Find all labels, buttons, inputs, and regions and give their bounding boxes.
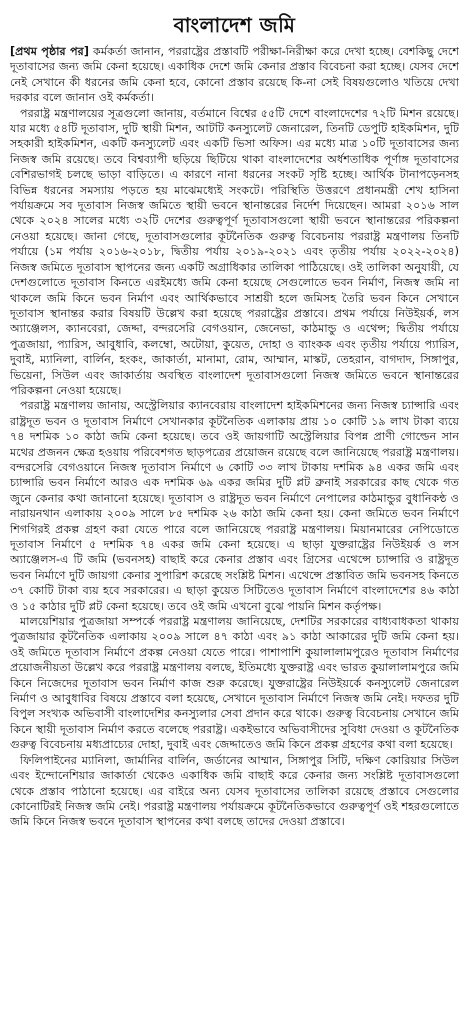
article-headline: বাংলাদেশ জমি [173, 13, 296, 37]
continuation-tag: [প্রথম পৃষ্ঠার পর] [10, 45, 89, 58]
article-paragraph-2: পররাষ্ট্র মন্ত্রণালয়ের সূত্রগুলো জানায়, বর্তমানে বিশ্বের ৫৫টি দেশে বাংলাদেশের ৭২টি মিশন রয়েছে। যার মধ্যে ৫৪টি দূতাবাস, দুটি স্থায়ী মিশন, আটটি কনস্যুলেট জেনারেল, তিনটি ডেপুটি হাইকমিশন, দুটি সহকারী হাইকমিশন, একটি কনস্যুলেট এবং একটি ভিসা অফিস। এর মধ্যে মাত্র ১০টি দূতাবাসের জন্য নিজস্ব জমি রয়েছে। তবে বিশ্বব্যাপী ছড়িয়ে ছিটিয়ে থাকা বাংলাদেশের অর্ধশতাধিক পূর্ণাঙ্গ দূতাবাসের বেশিরভাগই চলছে ভাড়া বাড়িতে। এ কারণে নানা ধরনের সংকট সৃষ্টি হচ্ছে। আর্থিক টানাপড়েনসহ বিভিন্ন ধরনের সমস্যায় পড়তে হয় মাঝেমধ্যেই সংকটে। পরিস্থিতি উত্তরণে প্রধানমন্ত্রী শেখ হাসিনা পর্যায়ক্রমে সব দূতাবাস নিজস্ব জমিতে স্থায়ী ভবনে স্থানান্তরের নির্দেশ দিয়েছেন। আমরা ২০১৬ সাল থেকে ২০২৪ সালের মধ্যে ৩২টি দেশের গুরুত্বপূর্ণ দূতাবাসগুলো স্থায়ী ভবনে স্থানান্তরের পরিকল্পনা নেওয়া হয়েছে। জানা গেছে, দূতাবাসগুলোর কূটনৈতিক গুরুত্ব বিবেচনায় পররাষ্ট্র মন্ত্রণালয় তিনটি পর্যায়ে (১ম পর্যায় ২০১৬-২০১৮, দ্বিতীয় পর্যায় ২০১৯-২০২১ এবং তৃতীয় পর্যায় ২০২২-২০২৪) নিজস্ব জমিতে দূতাবাস স্থাপনের জন্য একটি অগ্রাধিকার তালিকা পাঠিয়েছে। ওই তালিকা অনুযায়ী, যে দেশগুলোতে দূতাবাস কিনতে এরইমধ্যে জমি কেনা হয়েছে সেগুলোতে ভবন নির্মাণ, নিজস্ব জমি না থাকলে জমি কিনে ভবন নির্মাণ এবং আর্থিকভাবে সাশ্রয়ী হলে জমিসহ তৈরি ভবন কিনে সেখানে দূতাবাস স্থানান্তর করার বিষয়টি উল্লেখ করা হয়েছে পররাষ্ট্রের প্রস্তাবে। প্রথম পর্যায়ে নিউইয়র্ক, লস অ্যাঞ্জেলস, ক্যানবেরা, জেদ্দা, বন্দরসেরি বেগওয়ান, জেনেভা, কাঠমান্ডু ও এথেন্স; দ্বিতীয় পর্যায়ে পুত্রজায়া, প্যারিস, আবুধাবি, কলম্বো, অটোয়া, কুয়েত, দোহা ও ব্যাংকক এবং তৃতীয় পর্যায়ে প্যারিস, দুবাই, ম্যানিলা, বার্লিন, হংকং, জাকার্তা, মানামা, রোম, আম্মান, মাস্কট, তেহরান, বাগদাদ, সিঙ্গাপুর, ভিয়েনা, সিউল এবং জাকার্তায় অবস্থিত বাংলাদেশ দূতাবাসগুলো নিজস্ব জমিতে ভবনে স্থানান্তরের পরিকল্পনা নেওয়া হয়েছে। [10, 106, 459, 397]
article-paragraph-3: পররাষ্ট্র মন্ত্রণালয় জানায়, অস্ট্রেলিয়ার ক্যানবেরায় বাংলাদেশ হাইকমিশনের জন্য নিজস্ব চ্যান্সারি এবং রাষ্ট্রদূত ভবন ও দূতাবাস নির্মাণে সেখানকার কূটনৈতিক এলাকায় প্রায় ১০ কোটি ১৯ লাখ টাকা ব্যয়ে ৭৪ দশমিক ১০ কাঠা জমি কেনা হয়েছে। তবে ওই জায়গাটি অস্ট্রেলিয়ার বিপন্ন প্রাণী গোল্ডেন সান মথের প্রজনন ক্ষেত্র হওয়ায় পরিবেশগত ছাড়পত্রের প্রয়োজন রয়েছে বলে জানিয়েছে পররাষ্ট্র মন্ত্রণালয়। বন্দরসেরি বেগওয়ানে নিজস্ব দূতাবাস নির্মাণে ৬ কোটি ৩৩ লাখ টাকায় দশমিক ৯৪ একর জমি এবং চ্যান্সারি ভবন নির্মাণে আরও এক দশমিক ৬৯ একর জমির দুটি প্লট ব্রুনাই সরকারের কাছ থেকে গত জুনে কেনার কথা জানানো হয়েছে। দূতাবাস ও রাষ্ট্রদূত ভবন নির্মাণে নেপালের কাঠমান্ডুর বুধানিকন্ঠ ও নারায়নথান এলাকায় ২০০৯ সালে ৮৫ দশমিক ২৬ কাঠা জমি কেনা হয়। কেনা জমিতে ভবন নির্মাণে শিগগিরই প্রকল্প গ্রহণ করা যেতে পারে বলে জানিয়েছে পররাষ্ট্র মন্ত্রণালয়। মিয়ানমারের নেপিডোতে দূতাবাস নির্মাণে ৫ দশমিক ৭৪ একর জমি কেনা হয়েছে। এ ছাড়া যুক্তরাষ্ট্রের নিউইয়র্ক ও লস অ্যাঞ্জেলস-এ টি জমি (ভবনসহ) বাছাই করে কেনার প্রস্তাব এবং গ্রিসের এথেন্সে চ্যান্সারি ও রাষ্ট্রদূত ভবন নির্মাণে দুটি জায়গা কেনার সুপারিশ করেছে সংশ্লিষ্ট মিশন। এথেন্সে প্রস্তাবিত জমি ভবনসহ কিনতে ৩৭ কোটি টাকা ব্যয় হবে সরকারের। এ ছাড়া কুয়েত সিটিতেও দূতাবাস নির্মাণে বাংলাদেশের ৪৬ কাঠা ও ১৫ কাঠার দুটি প্লট কেনা হয়েছে। তবে ওই জমি এখনো বুঝে পায়নি মিশন কর্তৃপক্ষ। [10, 399, 459, 613]
article-paragraph-5: ফিলিপাইনের ম্যানিলা, জার্মানির বার্লিন, জর্ডানের আম্মান, সিঙ্গাপুর সিটি, দক্ষিণ কোরিয়ার সিউল এবং ইন্দোনেশিয়ার জাকার্তা থেকেও একাধিক জমি বাছাই করে কেনার জন্য সংশ্লিষ্ট দূতাবাসগুলো থেকে প্রস্তাব পাঠানো হয়েছে। এর বাইরে অন্য যেসব দূতাবাসের তালিকা রয়েছে প্রস্তাবে সেগুলোর কোনোটিরই নিজস্ব জমি নেই। পররাষ্ট্র মন্ত্রণালয় পর্যায়ক্রমে কূটনৈতিকভাবে গুরুত্বপূর্ণ ওই শহরগুলোতে জমি কিনে নিজস্ব ভবনে দূতাবাস স্থাপনের কথা বলছে তাদের দেওয়া প্রস্তাবে। [10, 753, 459, 829]
article-body [10, 44, 459, 830]
article-paragraph-4: মালয়েশিয়ার পুত্রজায়া সম্পর্কে পররাষ্ট্র মন্ত্রণালয় জানিয়েছে, দেশটির সরকারের বাধ্যবাধকতা থাকায় পুত্রজায়ার কূটনৈতিক এলাকায় ২০০৯ সালে ৪৭ কাঠা এবং ৯১ কাঠা আকারের দুটি জমি কেনা হয়। ওই জমিতে দূতাবাস নির্মাণে প্রকল্প নেওয়া যেতে পারে। পাশাপাশি কুয়ালালামপুরেও দূতাবাস নির্মাণের প্রয়োজনীয়তা উল্লেখ করে পররাষ্ট্র মন্ত্রণালয় বলছে, ইতিমধ্যে যুক্তরাষ্ট্র এবং ভারত কুয়ালালামপুরে জমি কিনে নিজেদের দূতাবাস ভবন নির্মাণ কাজ শুরু করেছে। যুক্তরাষ্ট্রের নিউইয়র্কে কনস্যুলেট জেনারেল নির্মাণ ও আবুধাবির বিষয়ে প্রস্তাবে বলা হয়েছে, সেখানে দূতাবাস নির্মাণে নিজস্ব জমি নেই। দফতর দুটি বিপুল সংখ্যক অভিবাসী বাংলাদেশির কনস্যুলার সেবা প্রদান করে থাকে। গুরুত্ব বিবেচনায় সেখানে জমি কিনে স্থায়ী দূতাবাস নির্মাণ করতে বলেছে পররাষ্ট্র। একইভাবে অভিবাসীদের সুবিধা দেওয়া ও কূটনৈতিক গুরুত্ব বিবেচনায় মধ্যপ্রাচ্যের দোহা, দুবাই এবং জেদ্দাতেও জমি কিনে প্রকল্প গ্রহণের কথা বলা হয়েছে। [10, 615, 459, 752]
article-paragraph-1 [10, 44, 459, 106]
paragraph-text: কর্মকর্তা জানান, পররাষ্ট্রের প্রস্তাবটি পরীক্ষা-নিরীক্ষা করে দেখা হচ্ছে। বেশকিছু দেশে দূতাবাসের জন্য জমি কেনা হয়েছে। একাধিক দেশে জমি কেনার প্রস্তাব বিবেচনা করা হচ্ছে। যেসব দেশে নেই সেখানে কী ধরনের জমি কেনা হবে, কোনো প্রস্তাব রয়েছে কি-না সেই বিষয়গুলোও খতিয়ে দেখা দরকার বলে জানান ওই কর্মকর্তা। [10, 45, 459, 105]
